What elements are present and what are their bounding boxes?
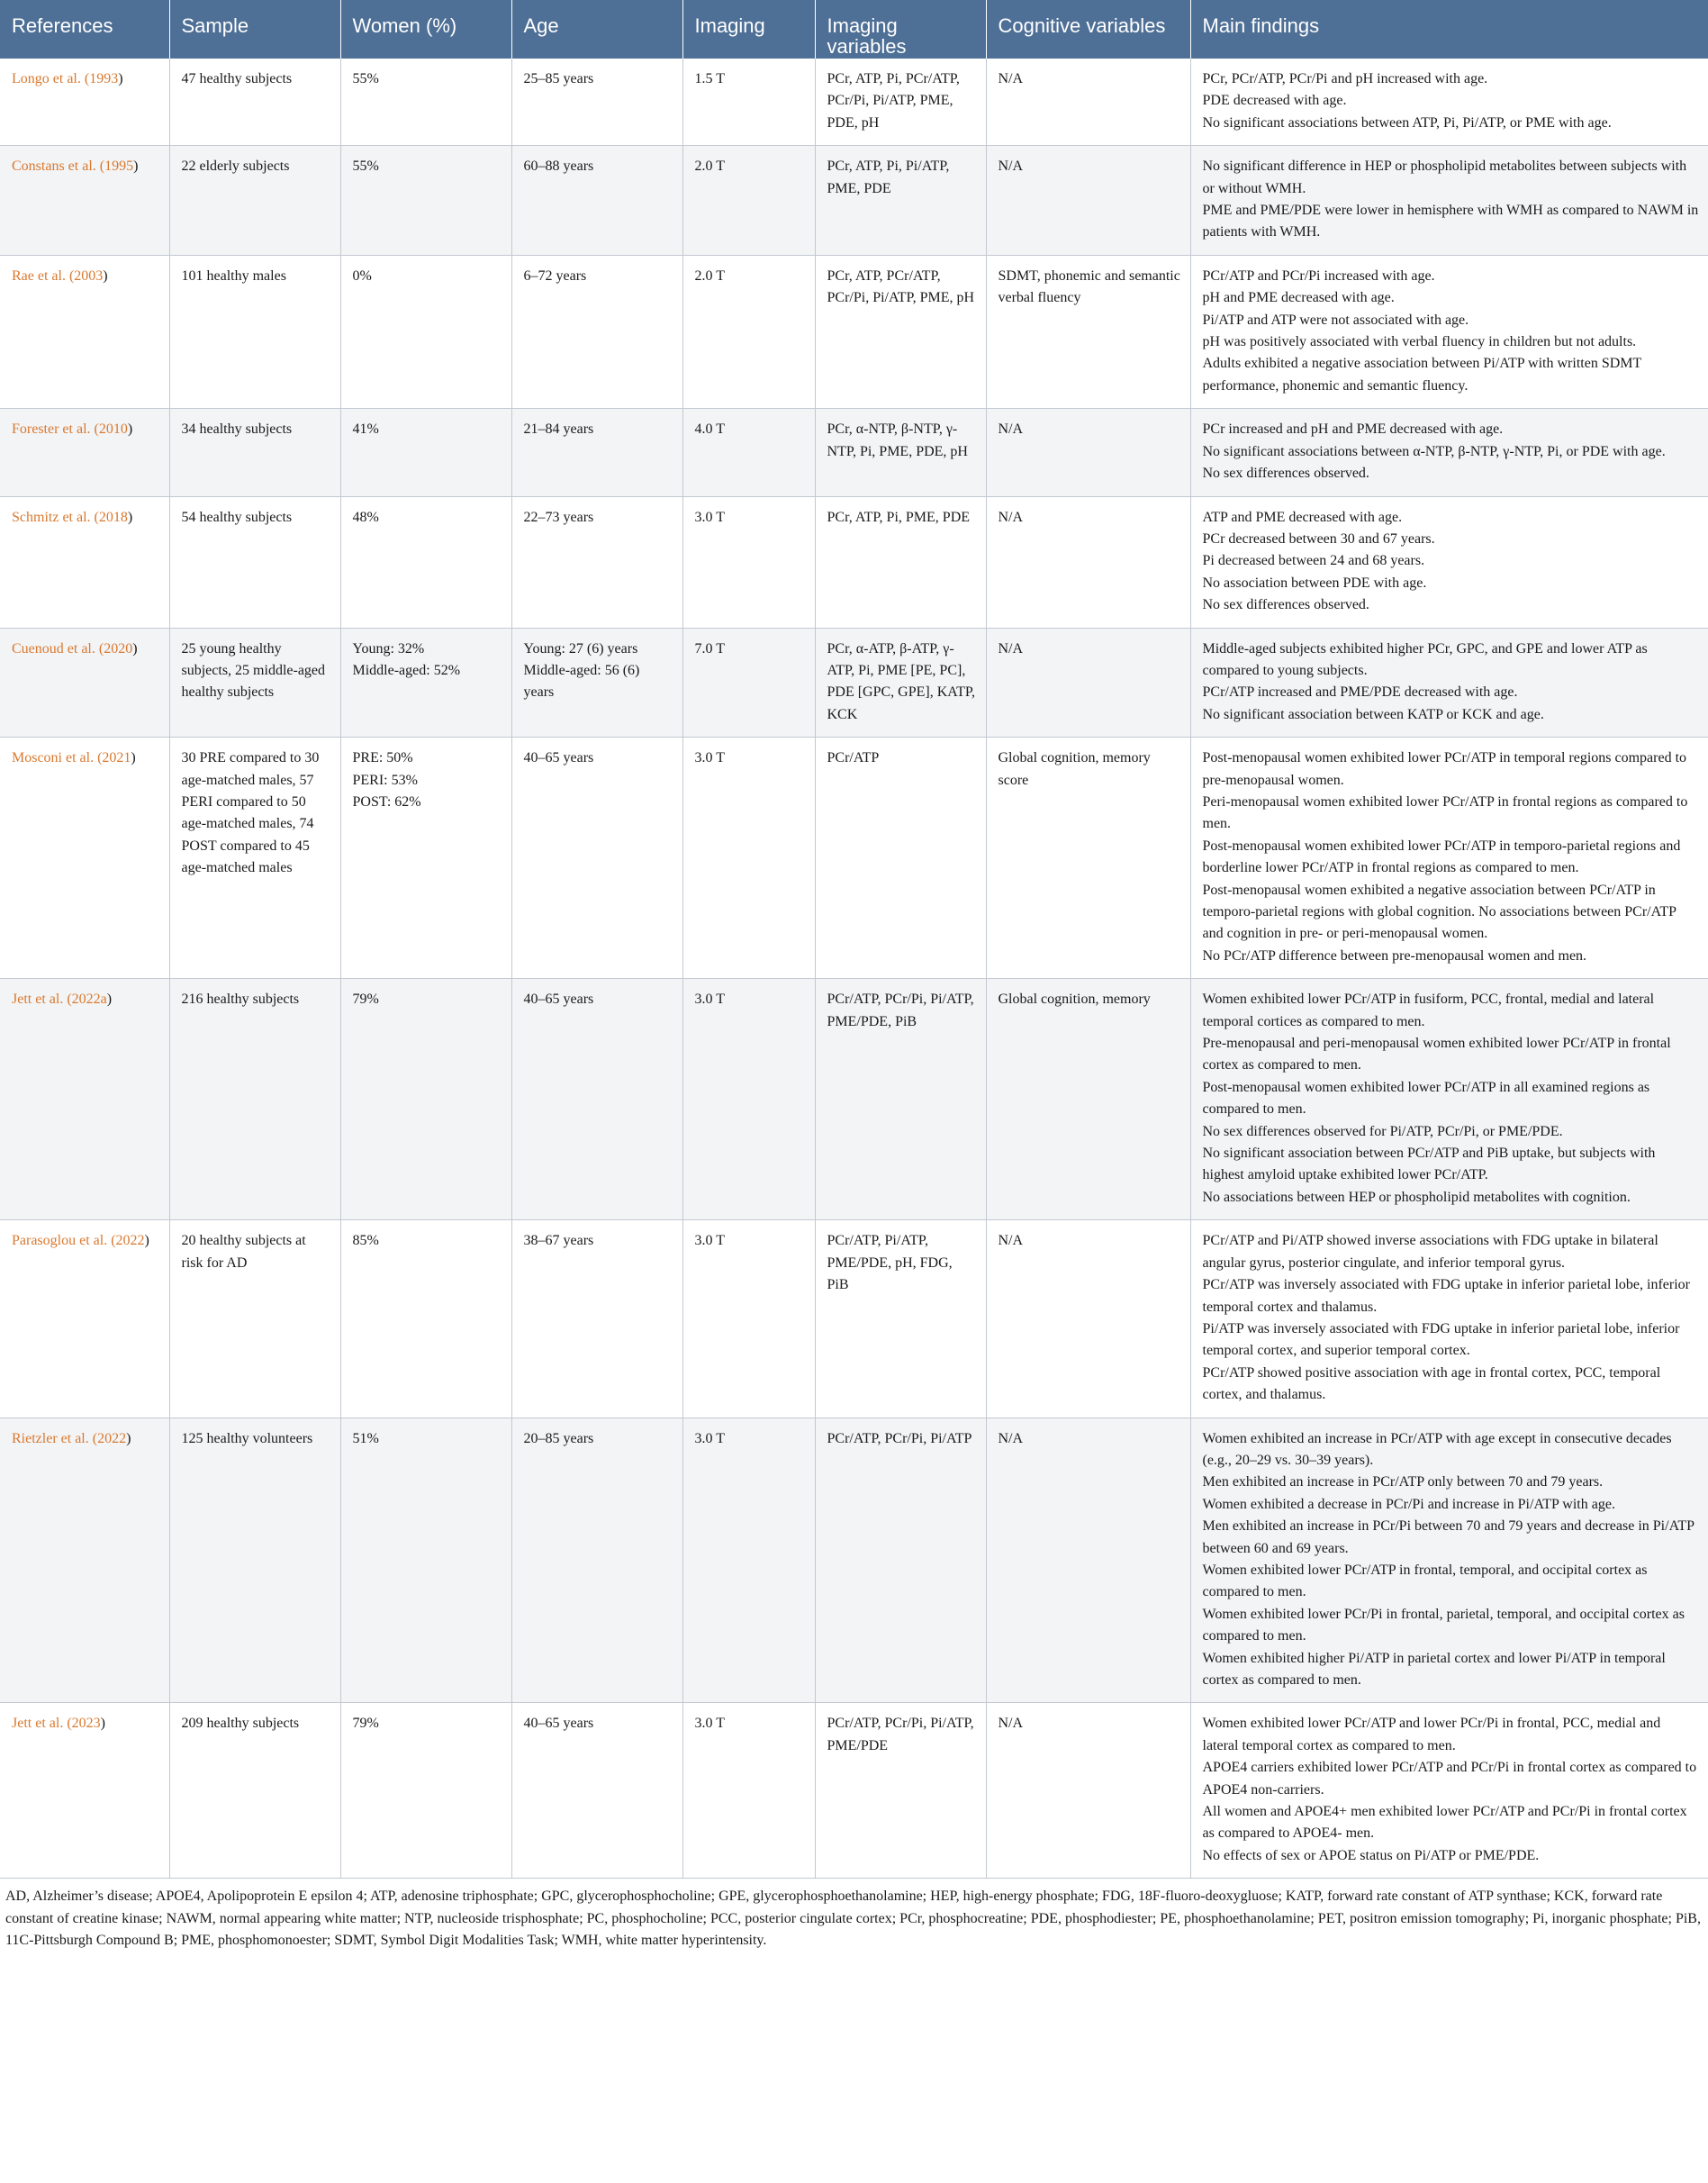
cognitive-variables-cell [986, 628, 1190, 738]
age-value: 60–88 years [523, 159, 594, 175]
finding-line: PDE decreased with age. [1202, 93, 1347, 109]
women-cell [340, 979, 511, 1220]
cognitive-variables-cell [986, 146, 1190, 256]
reference-cell [0, 496, 169, 628]
imaging-variables-cell [815, 738, 986, 979]
cognitive-variables-text: N/A [998, 640, 1024, 657]
cognitive-variables-cell [986, 409, 1190, 496]
finding-line: All women and APOE4+ men exhibited lower PCr/ATP and PCr/Pi in frontal cortex as compared to APOE4- men. [1202, 1804, 1687, 1842]
main-findings-cell [1190, 146, 1708, 256]
imaging-field-strength: 4.0 T [694, 421, 725, 438]
table-footnote: AD, Alzheimer’s disease; APOE4, Apolipoprotein E epsilon 4; ATP, adenosine triphosphate; GPC, glycerophosphocholine; GPE, glycerophosphoethanolamine; HEP, high-energy phosphate; FDG, 18F-fluoro-deoxygluose; KATP, forward rate constant of ATP synthase; KCK, forward rate constant of creatine kinase; NAWM, normal appearing white matter; NTP, nucleoside trisphosphate; PC, phosphocholine; PCC, posterior cingulate cortex; PCr, phosphocreatine; PDE, phosphodiester; PE, phosphoethanolamine; PET, positron emission tomography; Pi, inorganic phosphate; PiB, 11C-Pittsburgh Compound B; PME, phosphomonoester; SDMT, Symbol Digit Modalities Task; WMH, white matter hyperintensity. [5, 1889, 1701, 1949]
finding-line: No sex differences observed. [1202, 597, 1369, 613]
sample-cell [169, 979, 340, 1220]
imaging-variables-cell [815, 409, 986, 496]
table-row [0, 1220, 1708, 1418]
reference-authors[interactable]: Mosconi et al. ( [12, 750, 103, 766]
table-row [0, 146, 1708, 256]
reference-authors[interactable]: Forester et al. ( [12, 421, 99, 438]
finding-line: PCr/ATP and PCr/Pi increased with age. [1202, 267, 1435, 284]
imaging-variables-text: PCr/ATP, PCr/Pi, Pi/ATP [827, 1430, 972, 1446]
age-cell [511, 1418, 682, 1703]
imaging-variables-cell [815, 628, 986, 738]
table-row [0, 738, 1708, 979]
reference-year-link[interactable]: 1995 [104, 159, 134, 175]
table-row [0, 1418, 1708, 1703]
imaging-cell [682, 628, 815, 738]
women-value: 85% [352, 1233, 379, 1249]
finding-line: Women exhibited lower PCr/ATP in frontal, temporal, and occipital cortex as compared to men. [1202, 1562, 1648, 1600]
sample-text: 209 healthy subjects [181, 1716, 300, 1732]
women-cell [340, 628, 511, 738]
cognitive-variables-text: N/A [998, 1716, 1024, 1732]
imaging-variables-text: PCr, ATP, Pi, PME, PDE [827, 509, 971, 525]
main-findings-cell [1190, 738, 1708, 979]
imaging-cell [682, 738, 815, 979]
imaging-variables-cell [815, 1220, 986, 1418]
main-findings-cell [1190, 1220, 1708, 1418]
finding-line: No associations between HEP or phospholipid metabolites with cognition. [1202, 1189, 1631, 1205]
women-value: POST: 62% [352, 793, 421, 810]
table-row [0, 59, 1708, 146]
age-cell [511, 496, 682, 628]
age-cell [511, 146, 682, 256]
sample-cell [169, 738, 340, 979]
cognitive-variables-text: N/A [998, 159, 1024, 175]
sample-cell [169, 59, 340, 146]
table-row [0, 496, 1708, 628]
finding-line: No effects of sex or APOE status on Pi/ATP or PME/PDE. [1202, 1847, 1540, 1863]
finding-line: No sex differences observed. [1202, 466, 1369, 482]
header-sample: Sample [169, 0, 340, 59]
cognitive-variables-text: N/A [998, 1233, 1024, 1249]
header-cognitive-variables: Cognitive variables [986, 0, 1190, 59]
sample-cell [169, 255, 340, 408]
imaging-variables-text: PCr/ATP [827, 750, 880, 766]
age-cell [511, 738, 682, 979]
finding-line: Post-menopausal women exhibited lower PCr/ATP in temporo-parietal regions and borderline lower PCr/ATP in frontal regions as compared to men. [1202, 838, 1681, 876]
reference-cell [0, 1703, 169, 1879]
imaging-cell [682, 255, 815, 408]
finding-line: pH and PME decreased with age. [1202, 290, 1395, 306]
table-row [0, 255, 1708, 408]
imaging-field-strength: 2.0 T [694, 267, 725, 284]
age-cell [511, 1703, 682, 1879]
sample-text: 125 healthy volunteers [181, 1430, 313, 1446]
finding-line: APOE4 carriers exhibited lower PCr/ATP and PCr/Pi in frontal cortex as compared to APOE4 non-carriers. [1202, 1760, 1697, 1798]
reference-cell [0, 255, 169, 408]
header-age: Age [511, 0, 682, 59]
women-value: 48% [352, 509, 379, 525]
age-cell [511, 255, 682, 408]
finding-line: PCr increased and pH and PME decreased with age. [1202, 421, 1504, 438]
sample-text: 20 healthy subjects at risk for AD [181, 1233, 306, 1271]
finding-line: Adults exhibited a negative association between Pi/ATP with written SDMT performance, phonemic and semantic fluency. [1202, 356, 1641, 394]
imaging-field-strength: 3.0 T [694, 509, 725, 525]
reference-year-link[interactable]: 2018 [98, 509, 128, 525]
reference-cell [0, 1220, 169, 1418]
finding-line: Post-menopausal women exhibited lower PCr/ATP in all examined regions as compared to men. [1202, 1079, 1650, 1118]
sample-cell [169, 146, 340, 256]
imaging-variables-text: PCr, ATP, Pi, Pi/ATP, PME, PDE [827, 159, 950, 196]
age-cell [511, 59, 682, 146]
reference-close: ) [131, 750, 136, 766]
finding-line: No significant association between KATP or KCK and age. [1202, 706, 1544, 722]
imaging-field-strength: 3.0 T [694, 1716, 725, 1732]
age-cell [511, 1220, 682, 1418]
women-cell [340, 59, 511, 146]
finding-line: PCr, PCr/ATP, PCr/Pi and pH increased with age. [1202, 71, 1488, 86]
imaging-variables-cell [815, 1703, 986, 1879]
finding-line: Men exhibited an increase in PCr/Pi between 70 and 79 years and decrease in Pi/ATP between 60 and 69 years. [1202, 1518, 1694, 1556]
sample-text: 54 healthy subjects [181, 509, 293, 525]
cognitive-variables-text: N/A [998, 1430, 1024, 1446]
reference-year-link[interactable]: 2020 [104, 640, 133, 657]
imaging-variables-text: PCr/ATP, Pi/ATP, PME/PDE, pH, FDG, PiB [827, 1233, 953, 1293]
reference-cell [0, 146, 169, 256]
cognitive-variables-text: Global cognition, memory score [998, 750, 1151, 788]
header-main-findings: Main findings [1190, 0, 1708, 59]
age-cell [511, 979, 682, 1220]
reference-authors[interactable]: Constans et al. ( [12, 159, 105, 175]
reference-year-link[interactable]: 2021 [102, 750, 131, 766]
finding-line: PCr/ATP was inversely associated with FDG uptake in inferior parietal lobe, inferior temporal cortex and thalamus. [1202, 1277, 1690, 1315]
reference-close: ) [118, 71, 123, 86]
reference-close: ) [100, 1716, 105, 1732]
cognitive-variables-text: N/A [998, 421, 1024, 438]
women-value: 55% [352, 71, 379, 86]
reference-cell [0, 979, 169, 1220]
women-value: 79% [352, 992, 379, 1008]
finding-line: Pre-menopausal and peri-menopausal women exhibited lower PCr/ATP in frontal cortex as compared to men. [1202, 1036, 1671, 1073]
women-cell [340, 146, 511, 256]
reference-cell [0, 59, 169, 146]
finding-line: PCr/ATP and Pi/ATP showed inverse associations with FDG uptake in bilateral angular gyrus, posterior cingulate, and inferior temporal gyrus. [1202, 1233, 1658, 1271]
women-value: 0% [352, 267, 372, 284]
reference-close: ) [126, 1430, 131, 1446]
sample-text: 47 healthy subjects [181, 71, 293, 86]
reference-authors[interactable]: Longo et al. ( [12, 71, 90, 86]
age-value: 21–84 years [523, 421, 594, 438]
imaging-field-strength: 3.0 T [694, 1430, 725, 1446]
cognitive-variables-text: SDMT, phonemic and semantic verbal fluency [998, 267, 1180, 306]
finding-line: Post-menopausal women exhibited a negative association between PCr/ATP in temporo-parietal regions with global cognition. No associations between PCr/ATP and cognition in pre- or peri-menopausal women. [1202, 882, 1676, 942]
reference-authors[interactable]: Cuenoud et al. ( [12, 640, 104, 657]
header-imaging: Imaging [682, 0, 815, 59]
finding-line: Men exhibited an increase in PCr/ATP only between 70 and 79 years. [1202, 1474, 1604, 1490]
imaging-field-strength: 3.0 T [694, 1233, 725, 1249]
reference-year-link[interactable]: 2022a [71, 992, 107, 1008]
reference-close: ) [133, 159, 139, 175]
age-value: 25–85 years [523, 71, 594, 86]
cognitive-variables-cell [986, 738, 1190, 979]
sample-text: 216 healthy subjects [181, 992, 300, 1008]
imaging-field-strength: 7.0 T [694, 640, 725, 657]
women-value: PERI: 53% [352, 772, 418, 788]
finding-line: Women exhibited lower PCr/Pi in frontal, parietal, temporal, and occipital cortex as compared to men. [1202, 1606, 1685, 1644]
table-row [0, 628, 1708, 738]
reference-close: ) [132, 640, 138, 657]
imaging-variables-text: PCr/ATP, PCr/Pi, Pi/ATP, PME/PDE, PiB [827, 992, 974, 1029]
finding-line: pH was positively associated with verbal fluency in children but not adults. [1202, 334, 1637, 350]
sample-text: 30 PRE compared to 30 age-matched males, 57 PERI compared to 50 age-matched males, 74 POST compared to 45 age-matched males [181, 750, 320, 876]
main-findings-cell [1190, 255, 1708, 408]
reference-cell [0, 738, 169, 979]
finding-line: No PCr/ATP difference between pre-menopausal women and men. [1202, 947, 1587, 964]
imaging-cell [682, 1703, 815, 1879]
finding-line: Women exhibited an increase in PCr/ATP with age except in consecutive decades (e.g., 20–29 vs. 30–39 years). [1202, 1430, 1672, 1468]
women-value: 41% [352, 421, 379, 438]
cognitive-variables-text: N/A [998, 71, 1024, 86]
age-cell [511, 628, 682, 738]
table-header [0, 0, 1708, 59]
imaging-variables-cell [815, 59, 986, 146]
women-cell [340, 496, 511, 628]
table-body [0, 59, 1708, 1879]
women-value: Middle-aged: 52% [352, 662, 461, 678]
finding-line: PCr/ATP increased and PME/PDE decreased with age. [1202, 684, 1518, 701]
sample-cell [169, 1418, 340, 1703]
main-findings-cell [1190, 409, 1708, 496]
finding-line: No sex differences observed for Pi/ATP, PCr/Pi, or PME/PDE. [1202, 1123, 1563, 1139]
finding-line: No significant associations between α-NTP, β-NTP, γ-NTP, Pi, or PDE with age. [1202, 443, 1666, 459]
imaging-variables-text: PCr, ATP, Pi, PCr/ATP, PCr/Pi, Pi/ATP, PME, PDE, pH [827, 71, 960, 131]
imaging-cell [682, 496, 815, 628]
imaging-variables-text: PCr/ATP, PCr/Pi, Pi/ATP, PME/PDE [827, 1716, 974, 1753]
table-row [0, 1703, 1708, 1879]
cognitive-variables-text: Global cognition, memory [998, 992, 1151, 1008]
finding-line: Women exhibited lower PCr/ATP and lower PCr/Pi in frontal, PCC, medial and lateral temporal cortex as compared to men. [1202, 1716, 1661, 1753]
women-value: PRE: 50% [352, 750, 413, 766]
reference-year-link[interactable]: 2022 [97, 1430, 127, 1446]
main-findings-cell [1190, 1418, 1708, 1703]
reference-close: ) [103, 267, 108, 284]
cognitive-variables-cell [986, 1220, 1190, 1418]
main-findings-cell [1190, 628, 1708, 738]
reference-year-link[interactable]: 2010 [98, 421, 128, 438]
women-value: 79% [352, 1716, 379, 1732]
age-value: 40–65 years [523, 992, 594, 1008]
finding-line: Women exhibited a decrease in PCr/Pi and increase in Pi/ATP with age. [1202, 1496, 1615, 1512]
reference-authors[interactable]: Jett et al. ( [12, 1716, 72, 1732]
women-cell [340, 738, 511, 979]
women-cell [340, 409, 511, 496]
imaging-field-strength: 3.0 T [694, 750, 725, 766]
reference-year-link[interactable]: 2003 [74, 267, 104, 284]
finding-line: No association between PDE with age. [1202, 575, 1427, 591]
age-value: 6–72 years [523, 267, 587, 284]
cognitive-variables-cell [986, 1703, 1190, 1879]
women-cell [340, 1220, 511, 1418]
reference-authors[interactable]: Schmitz et al. ( [12, 509, 99, 525]
age-value: 40–65 years [523, 750, 594, 766]
women-cell [340, 1418, 511, 1703]
sample-text: 34 healthy subjects [181, 421, 293, 438]
sample-text: 25 young healthy subjects, 25 middle-aged healthy subjects [181, 640, 326, 701]
age-value: 38–67 years [523, 1233, 594, 1249]
women-value: 51% [352, 1430, 379, 1446]
main-findings-cell [1190, 59, 1708, 146]
reference-authors[interactable]: Parasoglou et al. ( [12, 1233, 116, 1249]
cognitive-variables-cell [986, 979, 1190, 1220]
finding-line: No significant associations between ATP, Pi, Pi/ATP, or PME with age. [1202, 114, 1612, 131]
reference-cell [0, 628, 169, 738]
header-references: References [0, 0, 169, 59]
cognitive-variables-cell [986, 496, 1190, 628]
sample-text: 101 healthy males [181, 267, 286, 284]
sample-cell [169, 409, 340, 496]
age-value: Middle-aged: 56 (6) years [523, 662, 640, 701]
reference-close: ) [127, 421, 133, 438]
cognitive-variables-text: N/A [998, 509, 1024, 525]
finding-line: Women exhibited higher Pi/ATP in parietal cortex and lower Pi/ATP in temporal cortex as compared to men. [1202, 1650, 1666, 1688]
header-women: Women (%) [340, 0, 511, 59]
finding-line: Middle-aged subjects exhibited higher PCr, GPC, and GPE and lower ATP as compared to young subjects. [1202, 640, 1648, 678]
age-value: 20–85 years [523, 1430, 594, 1446]
finding-line: Post-menopausal women exhibited lower PCr/ATP in temporal regions compared to pre-menopausal women. [1202, 750, 1687, 788]
women-cell [340, 1703, 511, 1879]
sample-cell [169, 1220, 340, 1418]
reference-close: ) [106, 992, 113, 1008]
reference-cell [0, 1418, 169, 1703]
sample-cell [169, 1703, 340, 1879]
finding-line: Pi decreased between 24 and 68 years. [1202, 553, 1425, 569]
sample-cell [169, 628, 340, 738]
imaging-variables-cell [815, 1418, 986, 1703]
finding-line: PCr/ATP showed positive association with age in frontal cortex, PCC, temporal cortex, and thalamus. [1202, 1364, 1661, 1403]
imaging-cell [682, 146, 815, 256]
imaging-cell [682, 1220, 815, 1418]
women-value: 55% [352, 159, 379, 175]
finding-line: ATP and PME decreased with age. [1202, 509, 1403, 525]
cognitive-variables-cell [986, 1418, 1190, 1703]
cognitive-variables-cell [986, 59, 1190, 146]
sample-cell [169, 496, 340, 628]
finding-line: PCr decreased between 30 and 67 years. [1202, 530, 1435, 547]
reference-year-link[interactable]: 2022 [115, 1233, 145, 1249]
finding-line: Pi/ATP and ATP were not associated with age. [1202, 312, 1469, 328]
women-cell [340, 255, 511, 408]
imaging-variables-cell [815, 979, 986, 1220]
header-imaging-variables: Imaging variables [815, 0, 986, 59]
main-findings-cell [1190, 1703, 1708, 1879]
main-findings-cell [1190, 979, 1708, 1220]
imaging-variables-cell [815, 496, 986, 628]
age-value: Young: 27 (6) years [523, 640, 638, 657]
reference-close: ) [144, 1233, 149, 1249]
imaging-cell [682, 59, 815, 146]
finding-line: No significant association between PCr/ATP and PiB uptake, but subjects with highest amyloid uptake exhibited lower PCr/ATP. [1202, 1146, 1656, 1183]
age-value: 22–73 years [523, 509, 594, 525]
table-row [0, 979, 1708, 1220]
table-row [0, 409, 1708, 496]
age-value: 40–65 years [523, 1716, 594, 1732]
cognitive-variables-cell [986, 255, 1190, 408]
imaging-variables-cell [815, 146, 986, 256]
reference-year-link[interactable]: 1993 [89, 71, 119, 86]
imaging-cell [682, 979, 815, 1220]
reference-cell [0, 409, 169, 496]
reference-authors[interactable]: Jett et al. ( [12, 992, 72, 1008]
reference-close: ) [127, 509, 133, 525]
reference-authors[interactable]: Rietzler et al. ( [12, 1430, 98, 1446]
imaging-variables-text: PCr, α-NTP, β-NTP, γ-NTP, Pi, PME, PDE, pH [827, 421, 968, 459]
imaging-field-strength: 1.5 T [694, 71, 725, 86]
imaging-variables-cell [815, 255, 986, 408]
finding-line: Peri-menopausal women exhibited lower PCr/ATP in frontal regions as compared to men. [1202, 793, 1688, 832]
imaging-cell [682, 409, 815, 496]
sample-text: 22 elderly subjects [181, 159, 290, 175]
age-cell [511, 409, 682, 496]
finding-line: Women exhibited lower PCr/ATP in fusiform, PCC, frontal, medial and lateral temporal cortices as compared to men. [1202, 992, 1655, 1029]
reference-year-link[interactable]: 2023 [71, 1716, 101, 1732]
women-value: Young: 32% [352, 640, 425, 657]
imaging-field-strength: 2.0 T [694, 159, 725, 175]
imaging-field-strength: 3.0 T [694, 992, 725, 1008]
finding-line: PME and PME/PDE were lower in hemisphere with WMH as compared to NAWM in patients with WMH. [1202, 203, 1699, 240]
finding-line: No significant difference in HEP or phospholipid metabolites between subjects with or without WMH. [1202, 159, 1687, 196]
main-findings-cell [1190, 496, 1708, 628]
imaging-variables-text: PCr, α-ATP, β-ATP, γ-ATP, Pi, PME [PE, PC], PDE [GPC, GPE], KATP, KCK [827, 640, 975, 722]
finding-line: Pi/ATP was inversely associated with FDG uptake in inferior parietal lobe, inferior temporal cortex, and superior temporal cortex. [1202, 1320, 1680, 1359]
imaging-cell [682, 1418, 815, 1703]
reference-authors[interactable]: Rae et al. ( [12, 267, 75, 284]
imaging-variables-text: PCr, ATP, PCr/ATP, PCr/Pi, Pi/ATP, PME, pH [827, 267, 975, 306]
